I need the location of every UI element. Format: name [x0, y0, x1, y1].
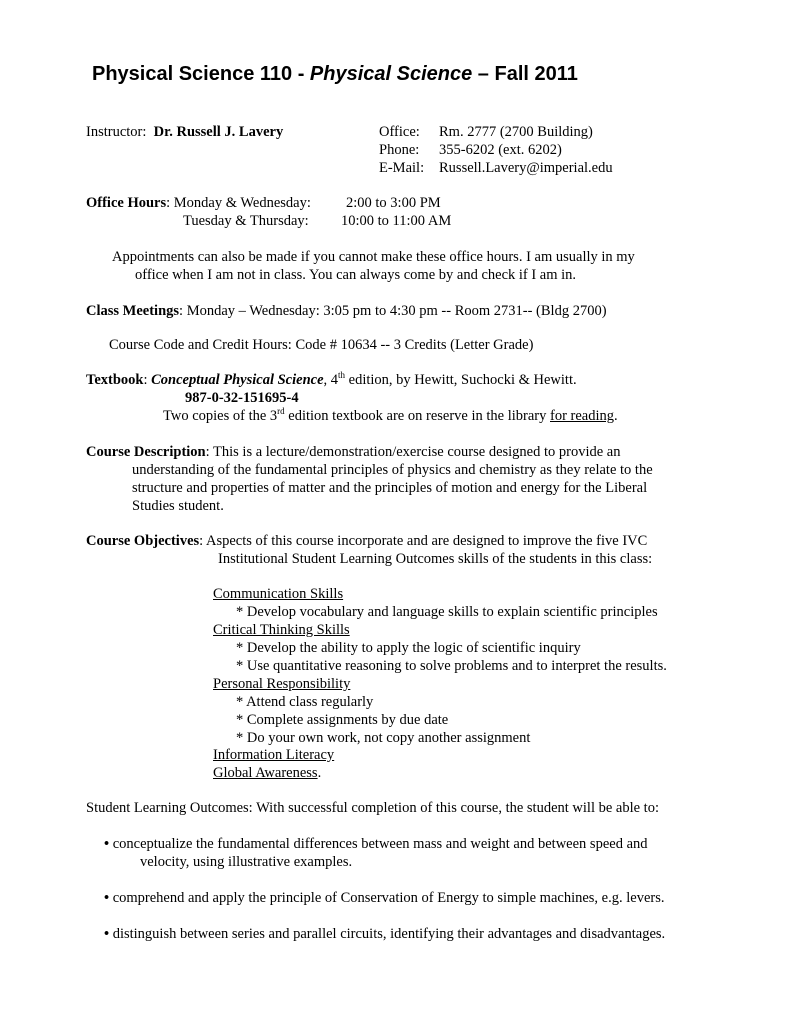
reserve-end: . [614, 408, 618, 424]
textbook-reserve [163, 408, 618, 425]
skill-heading: Global Awareness. [213, 765, 322, 781]
outcome-item-cont: velocity, using illustrative examples. [140, 854, 353, 870]
course-objectives-text1: : Aspects of this course incorporate and are designed to improve the five IVC [199, 533, 648, 549]
textbook-line [86, 372, 577, 389]
page-title [92, 62, 578, 86]
reserve-underlined: for reading [550, 408, 615, 424]
reserve-mid: edition textbook are on reserve in the library [284, 408, 550, 424]
skill-heading: Critical Thinking Skills [213, 622, 350, 638]
title-course-name: Physical Science [309, 63, 473, 85]
office-hours-time1: 2:00 to 3:00 PM [346, 195, 441, 211]
title-suffix: – Fall 2011 [472, 63, 578, 85]
course-description-line2: understanding of the fundamental principles of physics and chemistry as they relate to the [132, 462, 653, 478]
course-description-line3: structure and properties of matter and the principles of motion and energy for the Liberal [132, 480, 648, 496]
office-hours-days1: : Monday & Wednesday: [166, 195, 311, 211]
skill-item: * Develop vocabulary and language skills to explain scientific principles [236, 604, 658, 620]
course-description-label: Course Description [86, 444, 206, 460]
phone-value: 355-6202 (ext. 6202) [439, 142, 562, 158]
outcomes-intro: Student Learning Outcomes: With successful completion of this course, the student will be able to: [86, 800, 659, 816]
course-description-text1: : This is a lecture/demonstration/exercise course designed to provide an [205, 444, 621, 460]
textbook-authors: edition, by Hewitt, Suchocki & Hewitt. [345, 372, 577, 388]
bullet-icon: • [104, 890, 110, 906]
textbook-edition: , 4 [323, 372, 339, 388]
phone-label: Phone: [379, 142, 420, 158]
skill-heading: Information Literacy [213, 747, 335, 763]
bullet-icon: • [104, 836, 110, 852]
email-label: E-Mail: [379, 160, 425, 176]
title-prefix: Physical Science 110 - [92, 63, 310, 85]
textbook-isbn [185, 390, 299, 407]
class-meetings-label: Class Meetings [86, 303, 180, 319]
office-hours-label: Office Hours [86, 195, 167, 211]
office-hours-days2: Tuesday & Thursday: [183, 213, 309, 229]
instructor-name: Dr. Russell J. Lavery [153, 124, 284, 140]
isbn: 987-0-32-151695-4 [185, 390, 299, 406]
course-description-line4: Studies student. [132, 498, 224, 514]
class-meetings [86, 303, 607, 320]
textbook-edition-sup: th [338, 370, 346, 381]
skill-item: * Attend class regularly [236, 694, 374, 710]
textbook-label: Textbook [86, 372, 144, 388]
skill-item: * Do your own work, not copy another assignment [236, 730, 531, 746]
course-code: Course Code and Credit Hours: Code # 10634 -- 3 Credits (Letter Grade) [109, 337, 534, 353]
course-objectives-label: Course Objectives [86, 533, 200, 549]
instructor-line [86, 124, 283, 141]
reserve-pre: Two copies of the 3 [163, 408, 278, 424]
office-hours-line1 [86, 195, 311, 212]
course-objectives-line1 [86, 533, 647, 550]
skill-heading: Personal Responsibility [213, 676, 351, 692]
reserve-sup: rd [277, 406, 285, 417]
office-value: Rm. 2777 (2700 Building) [439, 124, 593, 140]
office-hours-note1: Appointments can also be made if you cannot make these office hours. I am usually in my [112, 249, 635, 265]
office-hours-time2: 10:00 to 11:00 AM [341, 213, 452, 229]
skill-item: * Develop the ability to apply the logic of scientific inquiry [236, 640, 581, 656]
textbook-title: Conceptual Physical Science [151, 372, 324, 388]
outcome-item: • comprehend and apply the principle of Conservation of Energy to simple machines, e.g. levers. [104, 890, 665, 906]
office-label: Office: [379, 124, 420, 140]
class-meetings-text: : Monday – Wednesday: 3:05 pm to 4:30 pm -- Room 2731-- (Bldg 2700) [179, 303, 607, 319]
course-description-line1 [86, 444, 621, 461]
skill-heading: Communication Skills [213, 586, 344, 602]
outcome-item: • conceptualize the fundamental differences between mass and weight and between speed and [104, 836, 648, 852]
instructor-label: Instructor: [86, 124, 147, 140]
course-objectives-line2: Institutional Student Learning Outcomes skills of the students in this class: [218, 551, 653, 567]
outcome-item: • distinguish between series and parallel circuits, identifying their advantages and disadvantages. [104, 926, 666, 942]
office-hours-note2: office when I am not in class. You can always come by and check if I am in. [135, 267, 577, 283]
textbook-colon: : [143, 372, 152, 388]
bullet-icon: • [104, 926, 110, 942]
email-value: Russell.Lavery@imperial.edu [439, 160, 613, 176]
skill-item: * Complete assignments by due date [236, 712, 449, 728]
skill-item: * Use quantitative reasoning to solve problems and to interpret the results. [236, 658, 667, 674]
